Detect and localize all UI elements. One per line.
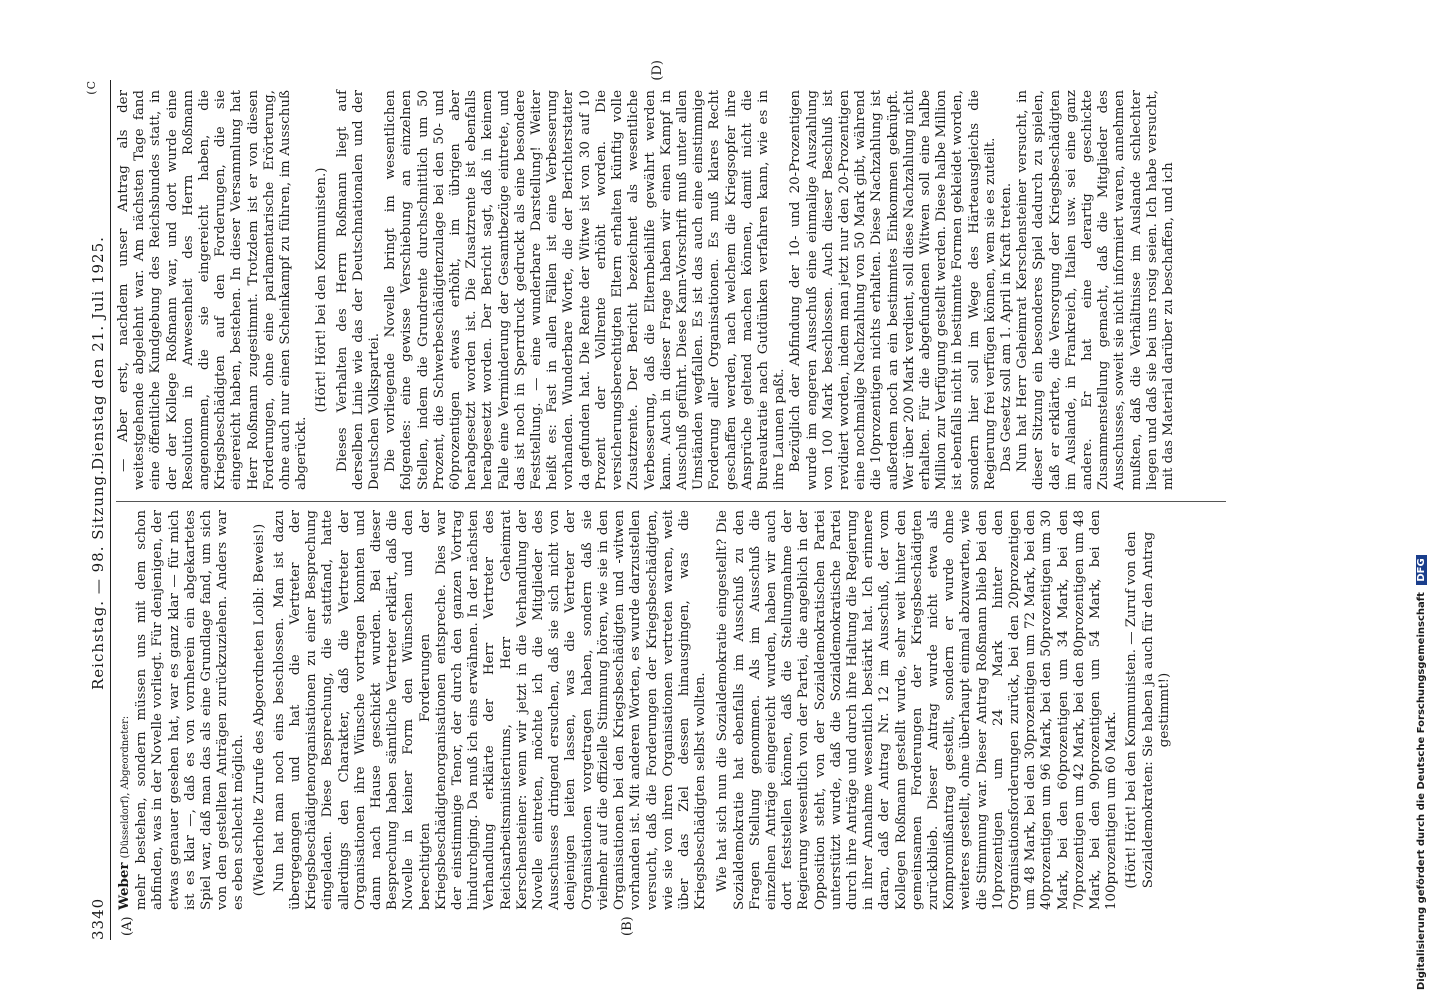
corner-mark: (C [85, 80, 98, 95]
margin-mark-a: (A) [120, 916, 135, 936]
document-page [85, 60, 1240, 940]
left-column [116, 510, 1177, 910]
speaker-name: Weber [116, 862, 132, 910]
margin-mark-d: (D) [650, 60, 665, 81]
left-paragraph-1: mehr bestehen, sondern müssen uns mit dem schon abfinden, was in der Novelle vorliegt. Für denjenigen, der etwas genauer gesehen hat, war es ganz klar — für mich ist es klar —, daß es von vornherein ein abgekartetes Spiel war, daß man das als eine Grundlage fand, um sich von den gestellten Anträgen zurückzuziehen. Anders war es eben schlecht möglich. [134, 510, 247, 910]
right-column [116, 90, 1177, 490]
session-title: Reichstag. — 98. Sitzung. [89, 469, 107, 690]
left-interjection-1: (Wiederholte Zurufe des Abgeordneten Loibl: Beweis!) [251, 523, 267, 897]
left-paragraph-3: Wie hat sich nun die Sozialdemokratie eingestellt? Die Sozialdemokratie hat ebenfalls im Ausschuß zu den Fragen Stellung genommen. Als im Ausschuß die einzelnen Anträge eingereicht wurden, haben wir auch dort feststellen können, daß die Stellungnahme der Regierung wesentlich von der Partei, die angeblich in der Opposition steht, von der Sozialdemokratischen Partei unterstützt wurde, daß die Sozialdemokratische Partei durch ihre Anträge und durch ihre Haltung die Regierung in ihrer Annahme wesentlich bestärkt hat. Ich erinnere daran, daß der Antrag Nr. 12 im Ausschuß, der vom Kollegen Roßmann gestellt wurde, sehr weit hinter den gemeinsamen Forderungen der Kriegsbeschädigten zurückblieb. Dieser Antrag wurde nicht etwa als Kompromißantrag gestellt, sondern er wurde ohne weiteres gestellt, ohne überhaupt einmal abzuwarten, wie die Stimmung war. Dieser Antrag Roßmann blieb bei den 10prozentigen um 24 Mark hinter den Organisationsforderungen zurück, bei den 20prozentigen um 48 Mark, bei den 30prozentigen um 72 Mark, bei den 40prozentigen um 96 Mark, bei den 50prozentigen um 30 Mark, bei den 60prozentigen um 34 Mark, bei den 70prozentigen um 42 Mark, bei den 80prozentigen um 48 Mark, bei den 90prozentigen um 54 Mark, bei den 100prozentigen um 60 Mark. [715, 510, 1120, 910]
header-rule [110, 80, 111, 940]
right-paragraph-6: Nun hat Herr Geheimrat Kerschensteiner versucht, in dieser Sitzung ein besonderes Spiel dadurch zu spielen, daß er erklärte, die Versorgung der Kriegsbeschädigten im Auslande, in Frankreich, Italien usw. sei eine ganz andere. Er hat eine derartig geschickte Zusammenstellung gemacht, daß die Mitglieder des Ausschusses, soweit sie nicht informiert waren, annehmen mußten, daß die Verhältnisse im Auslande schlechter liegen und daß sie bei uns rosig seien. Ich habe versucht, mit das Material darüber zu beschaffen, und ich [1015, 90, 1176, 490]
right-paragraph-2: Dieses Verhalten des Herrn Roßmann liegt auf derselben Linie wie das der Deutschnationalen und der Deutschen Volkspartei. [334, 90, 383, 490]
right-interjection-1: (Hört! Hört! bei den Kommunisten.) [314, 167, 330, 413]
speaker-note: (Düsseldorf), Abgeordneter: [120, 715, 131, 859]
column-divider [116, 501, 1226, 502]
speaker-line [116, 510, 134, 910]
right-paragraph-1: — Aber erst, nachdem unser Antrag als der weitestgehende abgelehnt war. Am nächsten Tage fand eine öffentliche Kundgebung des Reichsbundes statt, in der der Kollege Roßmann war, und dort wurde eine Resolution in Anwesenheit des Herrn Roßmann angenommen, die sie eingereicht haben, die Kriegsbeschädigten auf den Forderungen, die sie eingereicht haben, bestehen. In dieser Versammlung hat Herr Roßmann zugestimmt. Trotzdem ist er von diesen Forderungen, ohne eine parlamentarische Erörterung, ohne auch nur einen Scheinkampf zu führen, im Ausschuß abgerückt. [116, 90, 310, 490]
credit-text: Digitalisierung gefördert durch die Deutsche Forschungsgemeinschaft [1416, 592, 1427, 990]
right-paragraph-3: Die vorliegende Novelle bringt im wesentlichen folgendes: eine gewisse Verschiebung an einzelnen Stellen, indem die Grundrente durchschnittlich um 50 Prozent, die Schwerbeschädigtenzulage bei den 50- und 60prozentigen etwas erhöht, im übrigen aber herabgesetzt worden ist. Die Zusatzrente ist ebenfalls herabgesetzt worden. Der Bericht sagt, daß in keinem Falle eine Verminderung der Gesamtbezüge eintrete, und das ist noch in Sperrdruck gedruckt als eine besondere Feststellung. — eine wunderbare Darstellung! Weiter heißt es: Fast in allen Fällen ist eine Verbesserung vorhanden. Wunderbare Worte, die der Berichterstatter da gefunden hat. Die Rente der Witwe ist von 30 auf 10 Prozent der Vollrente erhöht worden. Die versicherungsberechtigten Eltern erhalten künftig volle Zusatzrente. Der Bericht bezeichnet als wesentliche Verbesserung, daß die Elternbeihilfe gewährt werden kann. Auch in dieser Frage haben wir einen Kampf in Ausschuß geführt. Diese Kann-Vorschrift muß unter allen Umständen wegfallen. Es ist das auch eine einstimmige Forderung aller Organisationen. Es muß klares Recht geschaffen werden, nach welchem die Kriegsopfer ihre Ansprüche geltend machen können, damit nicht die Bureaukratie nach Gutdünken verfahren kann, wie es in ihre Launen paßt. [383, 90, 788, 490]
left-interjection-2: (Hört! Hört! bei den Kommunisten. — Zuruf von den Sozialdemokraten: Sie haben ja auch für den Antrag gestimmt!) [1124, 531, 1172, 889]
left-paragraph-2: Nun hat man noch eins beschlossen. Man ist dazu übergegangen und hat die Vertreter der Kriegsbeschädigtenorganisationen zu einer Besprechung eingeladen. Diese Besprechung, die stattfand, hatte allerdings den Charakter, daß die Vertreter der Organisationen ihre Wünsche vortragen konnten und dann nach Hause geschickt wurden. Bei dieser Besprechung haben sämtliche Vertreter erklärt, daß die Novelle in keiner Form den Wünschen und den berechtigten Forderungen der Kriegsbeschädigtenorganisationen entspreche. Dies war der einstimmige Tenor, der durch den ganzen Vortrag hindurchging. Da muß ich eins erwähnen. In der nächsten Verhandlung erklärte der Herr Vertreter des Reichsarbeitsministeriums, Herr Geheimrat Kerschensteiner: wenn wir jetzt in die Verhandlung der Novelle eintreten, möchte ich die Mitglieder des Ausschusses dringend ersuchen, daß sie sich nicht von denjenigen leiten lassen, was die Vertreter der Organisationen vorgetragen haben, sondern daß sie vielmehr auf die offizielle Stimmung hören, wie sie in den Organisationen bei den Kriegsbeschädigten und -witwen vorhanden ist. Mit anderen Worten, es wurde darzustellen versucht, daß die Forderungen der Kriegsbeschädigten, wie sie von ihren Organisationen vertreten waren, weit über das Ziel dessen hinausgingen, was die Kriegsbeschädigten selbst wollten. [271, 510, 709, 910]
margin-mark-b: (B) [620, 916, 635, 936]
right-paragraph-4: Bezüglich der Abfindung der 10- und 20-Prozentigen wurde im engeren Ausschuß eine einmalige Auszahlung von 100 Mark beschlossen. Auch dieser Beschluß ist revidiert worden, indem man jetzt nur den 20-Prozentigen eine nochmalige Nachzahlung von 50 Mark gibt, während die 10prozentigen nichts erhalten. Diese Nachzahlung ist außerdem noch an ein bestimmtes Einkommen geknüpft. Wer über 200 Mark verdient, soll diese Nachzahlung nicht erhalten. Für die abgefundenen Witwen soll eine halbe Million zur Verfügung gestellt werden. Diese halbe Million ist ebenfalls nicht in bestimmte Formen gekleidet worden, sondern hier soll im Wege des Härteausgleichs die Regierung frei verfügen können, wem sie es zuteilt. [788, 90, 998, 490]
page-header [85, 80, 112, 940]
session-date: Dienstag den 21. Juli 1925. [89, 236, 107, 470]
dfg-logo-icon: DFG [1416, 555, 1427, 584]
digitization-credit [1416, 555, 1427, 990]
page-number: 3340 [89, 897, 107, 940]
right-paragraph-5: Das Gesetz soll am 1. April in Kraft treten. [998, 182, 1014, 472]
